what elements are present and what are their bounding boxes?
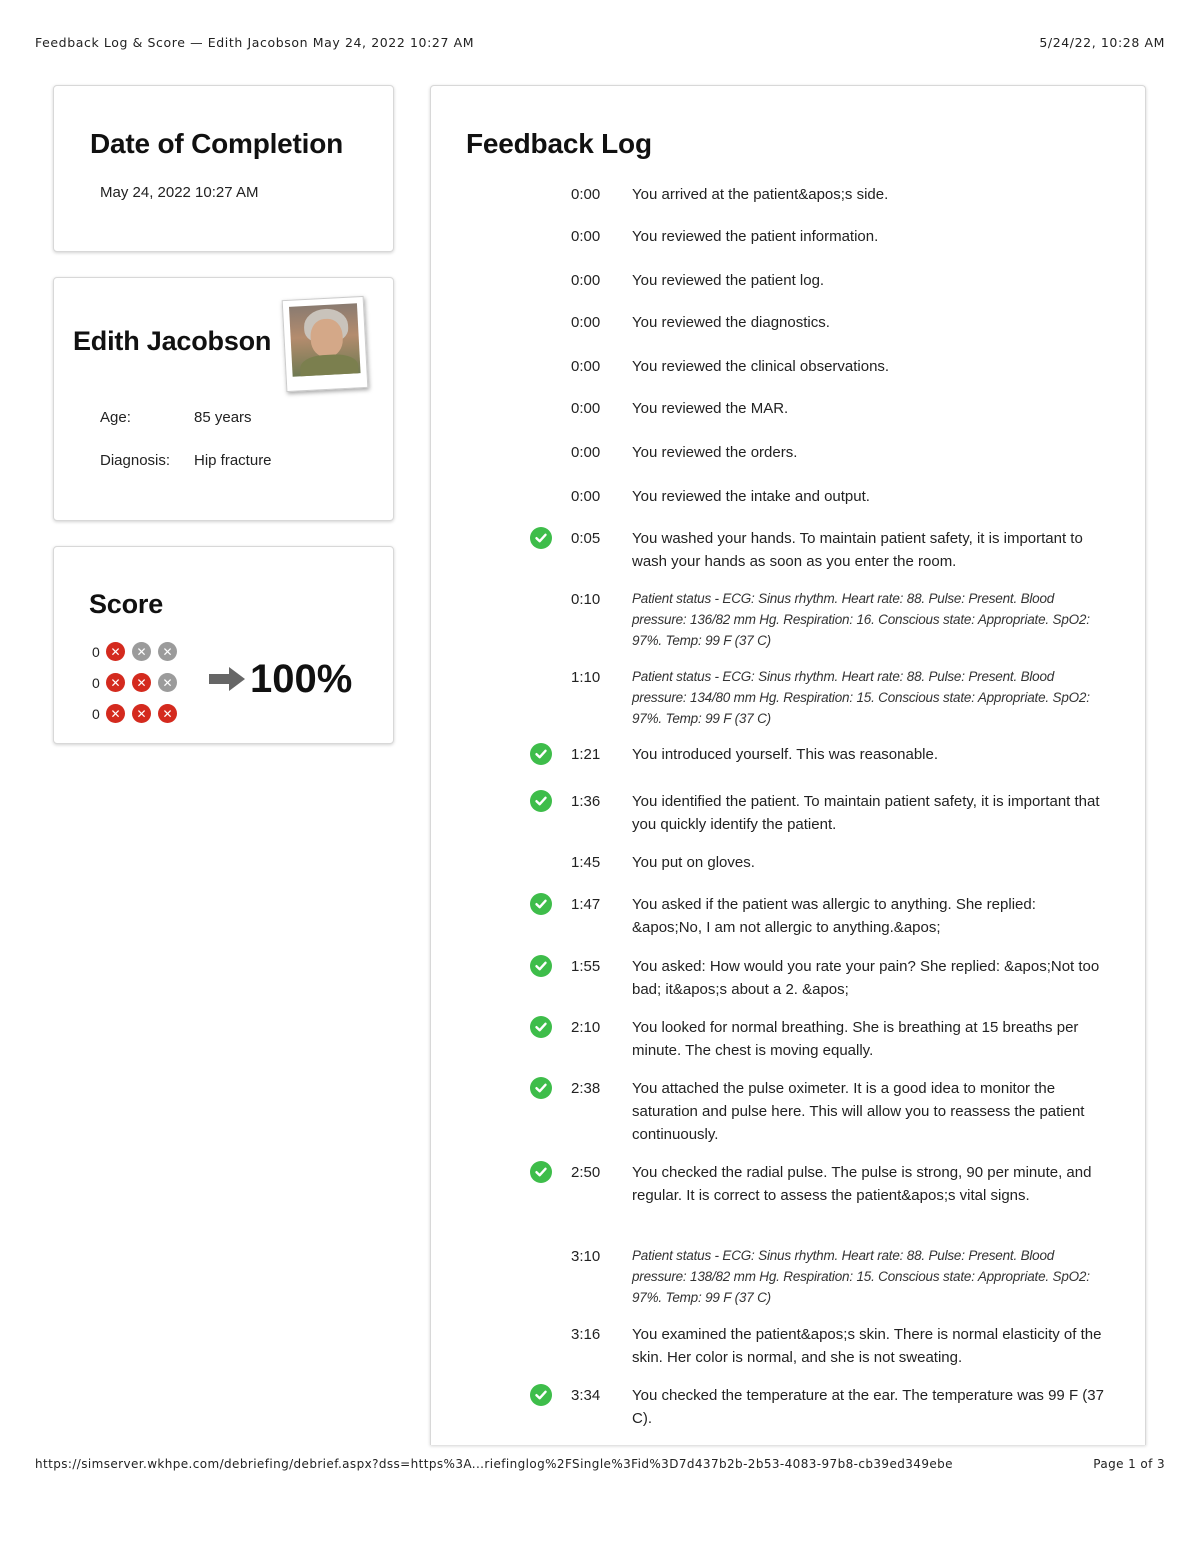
error-x-icon: ✕ (158, 704, 177, 723)
arrow-right-icon (207, 664, 247, 694)
score-row (92, 667, 184, 698)
log-time: 3:16 (571, 1326, 601, 1343)
log-time: 2:10 (571, 1019, 601, 1036)
score-count: 0 (92, 643, 100, 660)
log-time: 0:00 (571, 314, 601, 331)
patient-name: Edith Jacobson (73, 326, 272, 356)
log-time: 0:00 (571, 400, 601, 417)
log-time: 0:00 (571, 228, 601, 245)
feedback-log-card (430, 85, 1146, 1445)
log-time: 2:50 (571, 1164, 601, 1181)
log-text: You examined the patient&apos;s skin. There is normal elasticity of the skin. Her color is normal, and she is not sweating. (632, 1326, 1102, 1366)
log-text: Patient status - ECG: Sinus rhythm. Heart rate: 88. Pulse: Present. Blood pressure: 136/82 mm Hg. Respiration: 16. Conscious state: Appropriate. SpO2: 97%. Temp: 99 F (37 C) (632, 591, 1090, 648)
log-time: 2:38 (571, 1080, 601, 1097)
log-time: 1:55 (571, 958, 601, 975)
log-text: You reviewed the diagnostics. (632, 314, 830, 331)
check-circle-icon (530, 1384, 552, 1406)
log-text: You reviewed the clinical observations. (632, 358, 890, 375)
error-x-icon: ✕ (106, 642, 125, 661)
score-title: Score (89, 589, 164, 619)
patient-diagnosis-row (100, 452, 272, 469)
log-text: You reviewed the MAR. (632, 400, 789, 417)
inactive-x-icon: ✕ (158, 673, 177, 692)
error-x-icon: ✕ (132, 704, 151, 723)
log-time: 0:10 (571, 591, 601, 608)
patient-card (53, 277, 394, 521)
log-time: 3:34 (571, 1387, 601, 1404)
check-circle-icon (530, 790, 552, 812)
print-footer (35, 1457, 1165, 1471)
log-time: 1:47 (571, 896, 601, 913)
log-text: You reviewed the intake and output. (632, 488, 870, 505)
log-time: 1:36 (571, 793, 601, 810)
log-time: 1:10 (571, 669, 601, 686)
check-circle-icon (530, 527, 552, 549)
log-text: You checked the radial pulse. The pulse is strong, 90 per minute, and regular. It is correct to assess the patient&apos;s vital signs. (632, 1164, 1092, 1204)
log-text: You reviewed the patient log. (632, 272, 825, 289)
error-x-icon: ✕ (132, 673, 151, 692)
check-circle-icon (530, 893, 552, 915)
log-text: You asked: How would you rate your pain? She replied: &apos;Not too bad; it&apos;s about a 2. &apos; (632, 958, 1100, 998)
patient-photo-icon (282, 296, 369, 392)
page-number: Page 1 of 3 (1093, 1457, 1165, 1471)
log-time: 1:21 (571, 746, 601, 763)
log-text: You reviewed the patient information. (632, 228, 879, 245)
log-text: You asked if the patient was allergic to anything. She replied: &apos;No, I am not allergic to anything.&apos; (632, 896, 1036, 936)
error-x-icon: ✕ (106, 673, 125, 692)
check-circle-icon (530, 1161, 552, 1183)
check-circle-icon (530, 1016, 552, 1038)
score-row (92, 698, 184, 729)
print-header (35, 35, 1165, 50)
print-footer-url: https://simserver.wkhpe.com/debriefing/debrief.aspx?dss=https%3A...riefinglog%2FSingle%3Fid%3D7d437b2b-2b53-4083-97b8-cb39ed349ebe (35, 1457, 953, 1471)
age-value: 85 years (194, 409, 252, 426)
date-of-completion-card (53, 85, 394, 252)
score-count: 0 (92, 705, 100, 722)
print-header-timestamp: 5/24/22, 10:28 AM (1039, 35, 1165, 50)
log-text: You introduced yourself. This was reasonable. (632, 746, 939, 763)
diagnosis-label: Diagnosis: (100, 452, 171, 469)
score-percent: 100% (250, 657, 353, 701)
date-of-completion-title: Date of Completion (90, 128, 344, 159)
score-row (92, 636, 184, 667)
diagnosis-value: Hip fracture (194, 452, 272, 469)
log-text: You attached the pulse oximeter. It is a good idea to monitor the saturation and pulse here. This will allow you to reassess the patient continuously. (632, 1080, 1085, 1143)
log-text: You looked for normal breathing. She is breathing at 15 breaths per minute. The chest is moving equally. (632, 1019, 1079, 1059)
check-circle-icon (530, 743, 552, 765)
log-text: You put on gloves. (632, 854, 755, 871)
log-time: 0:00 (571, 358, 601, 375)
patient-age-row (100, 409, 252, 426)
feedback-log-title: Feedback Log (466, 128, 652, 159)
check-circle-icon (530, 1077, 552, 1099)
log-time: 3:10 (571, 1248, 601, 1265)
log-text: You washed your hands. To maintain patient safety, it is important to wash your hands as soon as you enter the room. (632, 530, 1083, 570)
score-card (53, 546, 394, 744)
log-text: You reviewed the orders. (632, 444, 798, 461)
age-label: Age: (100, 409, 131, 426)
completion-date: May 24, 2022 10:27 AM (100, 184, 259, 201)
score-count: 0 (92, 674, 100, 691)
log-time: 0:05 (571, 530, 601, 547)
log-text: Patient status - ECG: Sinus rhythm. Heart rate: 88. Pulse: Present. Blood pressure: 138/82 mm Hg. Respiration: 15. Conscious state: Appropriate. SpO2: 97%. Temp: 99 F (37 C) (632, 1248, 1090, 1305)
log-text: Patient status - ECG: Sinus rhythm. Heart rate: 88. Pulse: Present. Blood pressure: 134/80 mm Hg. Respiration: 15. Conscious state: Appropriate. SpO2: 97%. Temp: 99 F (37 C) (632, 669, 1090, 726)
log-text: You identified the patient. To maintain patient safety, it is important that you quickly identify the patient. (632, 793, 1100, 833)
inactive-x-icon: ✕ (132, 642, 151, 661)
log-text: You arrived at the patient&apos;s side. (632, 186, 889, 203)
inactive-x-icon: ✕ (158, 642, 177, 661)
log-text: You checked the temperature at the ear. The temperature was 99 F (37 C). (632, 1387, 1104, 1427)
log-time: 0:00 (571, 488, 601, 505)
log-time: 0:00 (571, 444, 601, 461)
print-header-title: Feedback Log & Score — Edith Jacobson May 24, 2022 10:27 AM (35, 35, 475, 50)
check-circle-icon (530, 955, 552, 977)
log-time: 1:45 (571, 854, 601, 871)
log-time: 0:00 (571, 272, 601, 289)
error-x-icon: ✕ (106, 704, 125, 723)
log-time: 0:00 (571, 186, 601, 203)
score-rows (92, 636, 184, 729)
